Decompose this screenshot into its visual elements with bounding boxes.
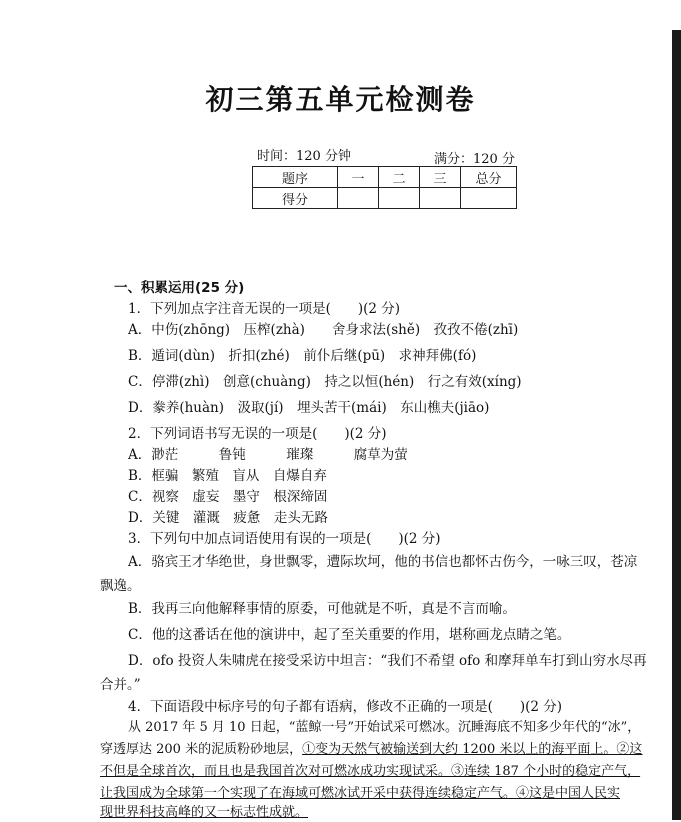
question-4: 4．下面语段中标序号的句子都有语病，修改不正确的一项是( )(2 分) bbox=[128, 699, 563, 715]
question-1: 1．下列加点字注音无误的一项是( )(2 分) bbox=[128, 301, 401, 317]
header-cell: 题序 bbox=[253, 167, 338, 188]
passage-line-4: 让我国成为全球第一个实现了在海域可燃冰试开采中获得连续稳定产气。④这是中国人民实 bbox=[100, 786, 621, 801]
score-cell[interactable] bbox=[420, 188, 461, 209]
q2-option-c: C．视察 虚妄 墨守 根深缔固 bbox=[128, 489, 328, 505]
question-3: 3．下列句中加点词语使用有误的一项是( )(2 分) bbox=[128, 531, 441, 547]
page-edge-bar bbox=[672, 30, 681, 820]
header-cell: 二 bbox=[379, 167, 420, 188]
header-cell: 总分 bbox=[461, 167, 517, 188]
q2-option-b: B．框骗 繁殖 盲从 自爆自弃 bbox=[128, 468, 327, 484]
score-cell[interactable] bbox=[379, 188, 420, 209]
q3-option-b: B．我再三向他解释事情的原委，可他就是不听，真是不言而喻。 bbox=[128, 601, 516, 617]
page-title: 初三第五单元检测卷 bbox=[205, 83, 476, 116]
q1-option-b: B．遁词(dùn) 折扣(zhé) 前仆后继(pū) 求神拜佛(fó) bbox=[128, 348, 477, 364]
question-2: 2．下列词语书写无误的一项是( )(2 分) bbox=[128, 426, 387, 442]
score-table-header-row bbox=[253, 167, 517, 188]
full-score: 满分：120 分 bbox=[434, 152, 515, 167]
section-heading: 一、积累运用(25 分) bbox=[114, 280, 245, 296]
score-cell[interactable] bbox=[338, 188, 379, 209]
passage-text: 穿透厚达 200 米的泥质粉砂地层， bbox=[100, 742, 303, 757]
passage-line-3: 不但是全球首次，而且也是我国首次对可燃冰成功实现试采。③连续 187 个小时的稳定产气， bbox=[100, 764, 641, 779]
q3-option-a-cont: 飘逸。 bbox=[100, 578, 141, 594]
q3-option-c: C．他的这番话在他的演讲中，起了至关重要的作用，堪称画龙点睛之笔。 bbox=[128, 627, 571, 643]
score-table bbox=[252, 166, 517, 209]
score-table-score-row bbox=[253, 188, 517, 209]
header-cell: 一 bbox=[338, 167, 379, 188]
q1-option-a: A．中伤(zhōng) 压榨(zhà) 舍身求法(shě) 孜孜不倦(zhī) bbox=[128, 322, 519, 338]
passage-line-1: 从 2017 年 5 月 10 日起，“蓝鲸一号”开始试采可燃冰。沉睡海底不知多少年代的“冰”， bbox=[128, 720, 641, 735]
passage-line-2 bbox=[100, 741, 642, 759]
passage-line-5: 现世界科技高峰的又一标志性成就。 bbox=[100, 805, 309, 820]
header-cell: 三 bbox=[420, 167, 461, 188]
score-cell[interactable] bbox=[461, 188, 517, 209]
passage-sentence-1: ①变为天然气被输送到大约 1200 米以上的海平面上。②这 bbox=[302, 742, 643, 757]
q1-option-c: C．停滞(zhì) 创意(chuàng) 持之以恒(hén) 行之有效(xíng) bbox=[128, 374, 522, 390]
q1-option-d: D．豢养(huàn) 汲取(jí) 埋头苦干(mái) 东山樵夫(jiāo) bbox=[128, 400, 490, 416]
q3-option-a: A．骆宾王才华绝世，身世飘零，遭际坎坷，他的书信也都怀古伤今，一咏三叹，苍凉 bbox=[128, 554, 638, 570]
row-label: 得分 bbox=[253, 188, 338, 209]
q2-option-a: A．渺茫 鲁钝 璀璨 腐草为萤 bbox=[128, 447, 408, 463]
q3-option-d-cont: 合并。” bbox=[100, 677, 141, 693]
exam-time: 时间：120 分钟 bbox=[257, 149, 351, 164]
q3-option-d: D．ofo 投资人朱啸虎在接受采访中坦言：“我们不希望 ofo 和摩拜单车打到山穷水尽再 bbox=[128, 653, 647, 669]
q2-option-d: D．关键 灌溉 疲惫 走头无路 bbox=[128, 510, 328, 526]
